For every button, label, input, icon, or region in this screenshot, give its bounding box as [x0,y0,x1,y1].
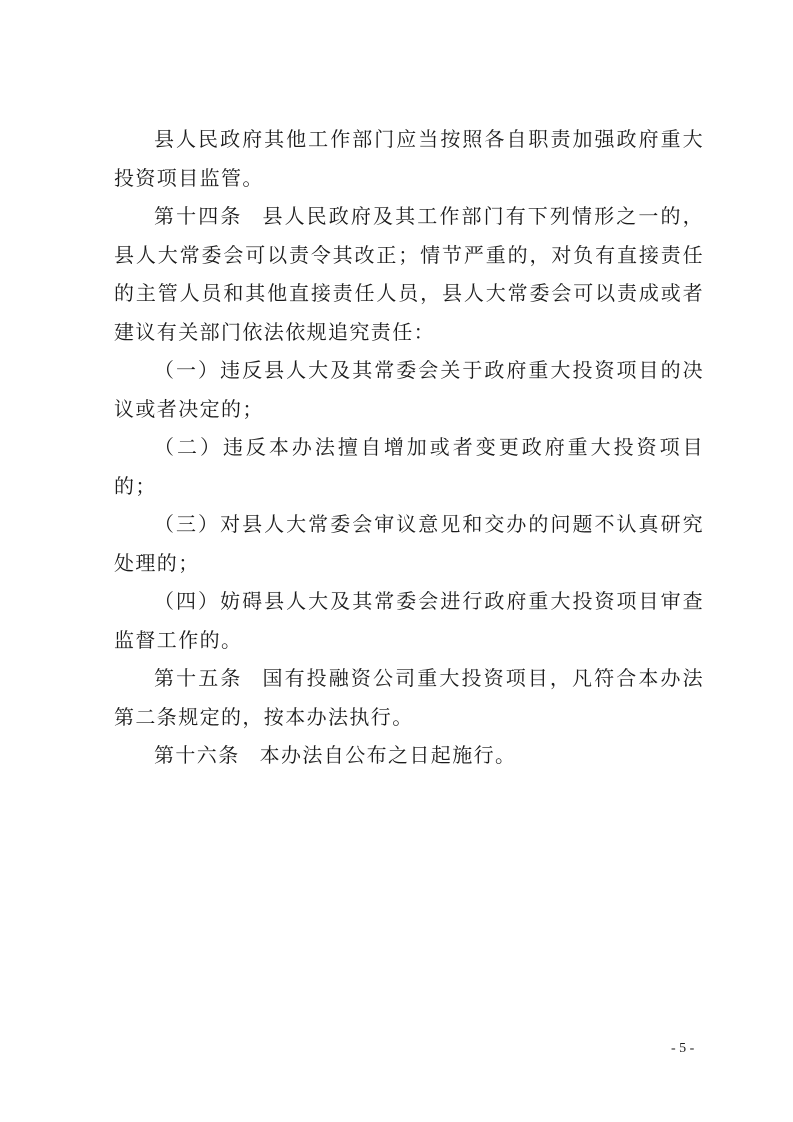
paragraph-text: （一）违反县人大及其常委会关于政府重大投资项目的决议或者决定的； [114,358,704,421]
paragraph-text: （四）妨碍县人大及其常委会进行政府重大投资项目审查监督工作的。 [114,589,704,652]
paragraph-text: 本办法自公布之日起施行。 [259,743,517,767]
paragraph-item-2 [114,428,704,505]
paragraph-text: 县人民政府其他工作部门应当按照各自职责加强政府重大投资项目监管。 [114,127,704,190]
document-body [114,120,704,775]
paragraph-supervision [114,120,704,197]
paragraph-article-15 [114,659,704,736]
article-number: 第十四条 [154,204,243,228]
paragraph-text: 县人民政府及其工作部门有下列情形之一的，县人大常委会可以责令其改正；情节严重的，对负有直接责任的主管人员和其他直接责任人员，县人大常委会可以责成或者建议有关部门依法依规追究责任： [114,204,704,344]
article-number: 第十六条 [154,743,240,767]
paragraph-item-1 [114,351,704,428]
paragraph-text: （二）违反本办法擅自增加或者变更政府重大投资项目的； [114,435,704,498]
article-number: 第十五条 [154,666,243,690]
paragraph-item-3 [114,505,704,582]
paragraph-article-16 [114,736,704,775]
paragraph-text: （三）对县人大常委会审议意见和交办的问题不认真研究处理的； [114,512,704,575]
paragraph-article-14 [114,197,704,351]
paragraph-text: 国有投融资公司重大投资项目，凡符合本办法第二条规定的，按本办法执行。 [114,666,704,729]
page-number: - 5 - [671,1041,695,1056]
paragraph-item-4 [114,582,704,659]
